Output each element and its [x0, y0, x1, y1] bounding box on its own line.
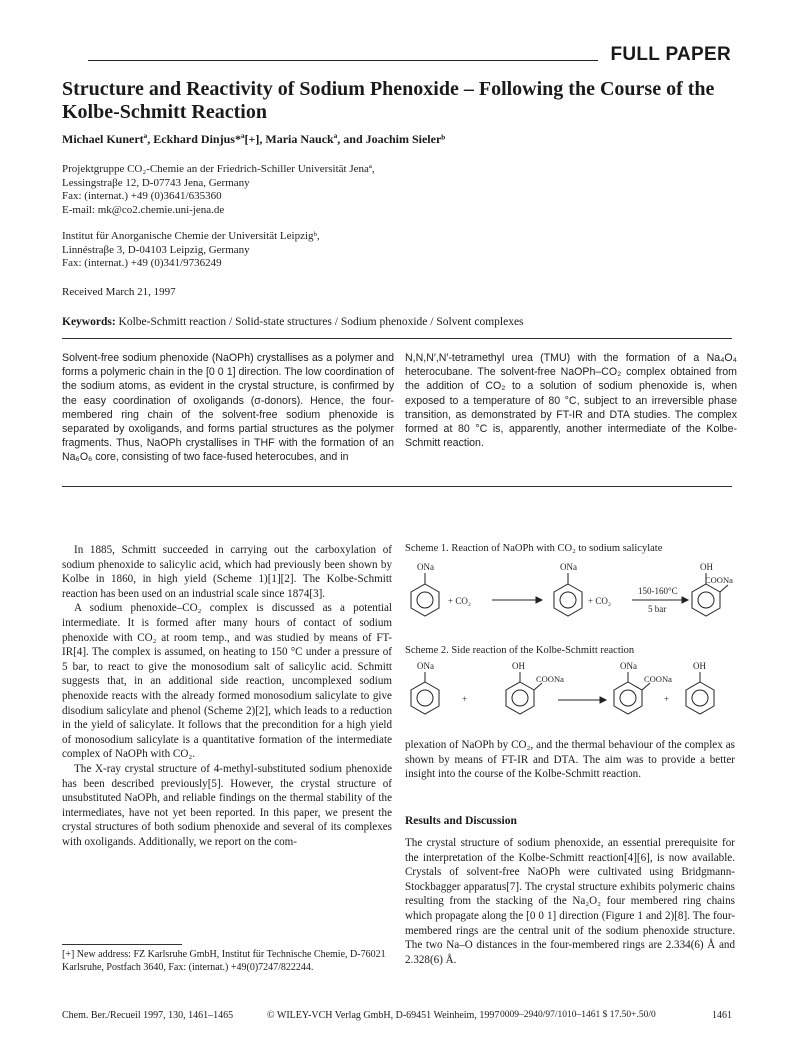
label-plus-co2: + CO₂ — [588, 596, 611, 606]
affiliation-leipzig — [62, 230, 320, 271]
benzene-ring — [692, 584, 720, 616]
label-conditions: 5 bar — [648, 604, 667, 614]
label-conditions: 150-160°C — [638, 586, 678, 596]
received-date: Received March 21, 1997 — [62, 286, 176, 298]
label-oh: OH — [512, 661, 525, 671]
section-label: FULL PAPER — [610, 44, 731, 65]
benzene-ring — [554, 584, 582, 616]
label-ona: ONa — [417, 562, 434, 572]
abstract-right: N,N,N′,N′-tetramethyl urea (TMU) with the formation of a Na₄O₄ heterocubane. The solvent-free NaOPh–CO₂ complex obtained from the addition of CO₂ to a solution of sodium phenoxide is, when exposed to a temperature of 80 °C, subject to an irreversible phase transition, as demonstrated by FT-IR and DTA studies. The complex formed at 80 °C is, apparently, another intermediate of the Kolbe-Schmitt reaction. — [405, 352, 737, 450]
body-left-column — [62, 543, 392, 849]
label-plus: + — [664, 694, 670, 704]
paragraph: In 1885, Schmitt succeeded in carrying out the carboxylation of sodium phenoxide to salicylic acid, which had previously been shown by Kolbe in 1860, in high yield (Scheme 1)[1][2]. The Kolbe-Schmitt reaction has been used on an industrial scale since 1874[3]. — [62, 544, 392, 600]
scheme1-diagram — [400, 556, 735, 634]
benzene-ring — [411, 682, 439, 714]
body-right-top — [405, 738, 735, 782]
affiliation-line: Fax: (internat.) +49 (0)341/9736249 — [62, 257, 222, 269]
scheme2-caption: Scheme 2. Side reaction of the Kolbe-Schmitt reaction — [405, 645, 635, 656]
label-ona: ONa — [620, 661, 637, 671]
paragraph: The X-ray crystal structure of 4-methyl-substituted sodium phenoxide has been described previously[5]. However, the crystal structure of unsubstituted NaOPh, and reliable findings on the thermal stability of the intermediates, have not yet been reported. In this paper, we present the crystal structures of both sodium phenoxide and several of its complexes with oxoligands. Additionally, we report on the com- — [62, 762, 392, 848]
affiliation-email: E-mail: mk@co2.chemie.uni-jena.de — [62, 203, 225, 216]
journal-citation: Chem. Ber./Recueil 1997, 130, 1461–1465 — [62, 1010, 234, 1021]
scheme1-caption: Scheme 1. Reaction of NaOPh with CO₂ to sodium salicylate — [405, 543, 663, 554]
affiliation-line: Institut für Anorganische Chemie der Universität Leipzigᵇ, — [62, 230, 320, 242]
scheme2-diagram — [400, 658, 735, 730]
label-oh: OH — [700, 562, 713, 572]
paper-title: Structure and Reactivity of Sodium Phenoxide – Following the Course of the Kolbe-Schmitt Reaction — [62, 78, 715, 123]
publisher: © WILEY-VCH Verlag GmbH, D-69451 Weinheim, 1997 — [267, 1010, 500, 1021]
affiliation-line: Fax: (internat.) +49 (0)3641/635360 — [62, 190, 222, 202]
footnote: [+] New address: FZ Karlsruhe GmbH, Institut für Technische Chemie, D-76021 Karlsruhe, Postfach 3640, Fax: (internat.) +49(0)7247/822244. — [62, 949, 386, 973]
label-oh: OH — [693, 661, 706, 671]
divider — [62, 338, 732, 339]
affiliation-line: Projektgruppe CO₂-Chemie an der Friedrich-Schiller Universität Jenaª, — [62, 163, 375, 175]
paragraph: A sodium phenoxide–CO₂ complex is discussed as a potential intermediate. It is formed after many hours of contact of sodium phenoxide with CO₂ at room temp., and was studied by means of FT-IR[4]. The complex is assumed, on heating to 150 °C under a pressure of 5 bar, to react to give the monosodium salt of salicylic acid. Schmitt suggests that, in an additional side reaction, uncomplexed sodium phenoxide reacts with the already formed monosodium salicylate to give disodium salicylate and phenol (Scheme 2)[2], which leads to a reduction in the yield of salicylate. It follows that the precondition for a high yield of monosodium salicylate is a quantitative formation of the intermediate complex of NaOPh with CO₂. — [62, 602, 392, 761]
divider — [62, 486, 732, 487]
keywords — [62, 316, 524, 328]
benzene-ring — [614, 682, 642, 714]
label-ona: ONa — [417, 661, 434, 671]
affiliation-jena — [62, 163, 375, 217]
affiliation-line: Linnéstraβe 3, D-04103 Leipzig, Germany — [62, 243, 250, 256]
page-number: 1461 — [712, 1010, 732, 1021]
abstract-left: Solvent-free sodium phenoxide (NaOPh) crystallises as a polymer and forms a polymeric chain in the [0 0 1] direction. The low coordination of the sodium atoms, as evident in the crystal structure, is confirmed by the easy coordination of oxoligands (σ-donors). Hence, the four-membered ring chain of the solvent-free sodium phenoxide is separated by oxoligands, and forms partial structures as the polymer fragments. Thus, NaOPh crystallises in THF with the formation of an Na₆O₆ core, consisting of two face-fused heterocubes, and in — [62, 352, 394, 464]
article-code: 0009–2940/97/1010–1461 $ 17.50+.50/0 — [500, 1010, 656, 1020]
body-right-bottom — [405, 836, 735, 967]
label-plus: + — [462, 694, 468, 704]
author-list: Michael Kunertª, Eckhard Dinjus*ª[+], Maria Nauckª, and Joachim Sielerᵇ — [62, 132, 446, 146]
affiliation-line: Lessingstraβe 12, D-07743 Jena, Germany — [62, 176, 250, 189]
benzene-ring — [411, 584, 439, 616]
aromatic-circle — [417, 592, 433, 608]
paragraph: plexation of NaOPh by CO₂, and the thermal behaviour of the complex as shown by means of FT-IR and DTA. The aim was to provide a better insight into the course of the Kolbe-Schmitt reaction. — [405, 739, 735, 781]
footnote-rule — [62, 944, 182, 945]
benzene-ring — [506, 682, 534, 714]
label-ona: ONa — [560, 562, 577, 572]
header-rule — [88, 60, 598, 61]
section-heading: Results and Discussion — [405, 815, 517, 827]
label-coona: COONa — [644, 674, 672, 684]
benzene-ring — [686, 682, 714, 714]
label-coona: COONa — [705, 575, 733, 585]
keywords-text: Kolbe-Schmitt reaction / Solid-state structures / Sodium phenoxide / Solvent complexes — [118, 316, 524, 328]
keywords-label: Keywords: — [62, 316, 116, 328]
paragraph: The crystal structure of sodium phenoxide, an essential prerequisite for the interpretation of the Kolbe-Schmitt reaction[4][6], is now available. Crystals of solvent-free NaOPh were cultivated using Bridgmann-Stockbagger apparatus[7]. The crystal structure exhibits polymeric chains resulting from the stacking of the Na₂O₂ four membered ring chains which propagate along the [0 0 1] direction (Figure 1 and 2)[8]. The four-membered rings are the central unit of the sodium phenoxide structure. The two Na–O distances in the four-membered rings are 2.334(6) Å and 2.328(6) Å. — [405, 837, 735, 966]
label-plus-co2: + CO₂ — [448, 596, 471, 606]
label-coona: COONa — [536, 674, 564, 684]
